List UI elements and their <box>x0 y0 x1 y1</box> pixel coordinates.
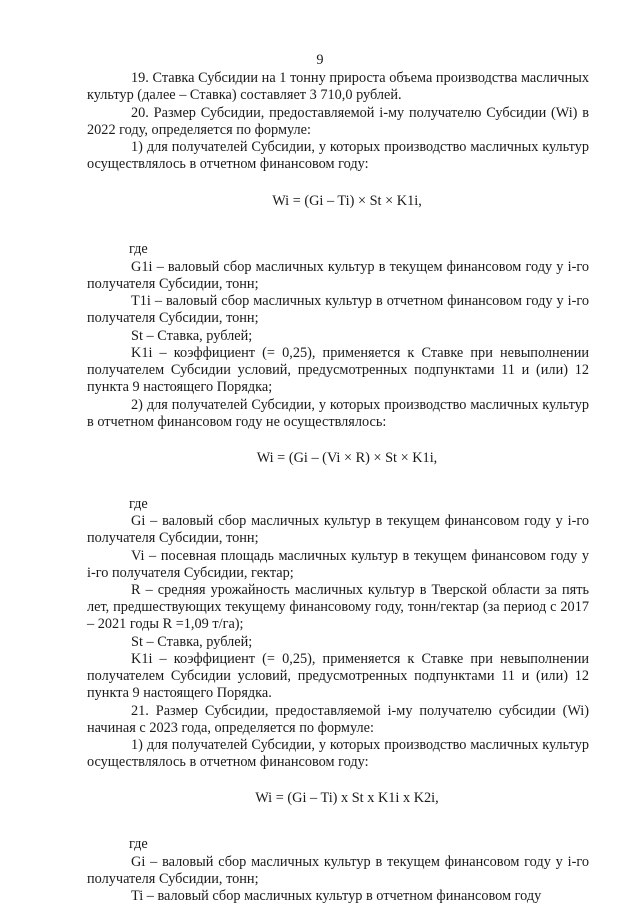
definition-vi: Vi – посевная площадь масличных культур в текущем финансовом году у i-го получателя Субсидии, гектар; <box>87 547 589 581</box>
where-label-2: где <box>129 495 148 512</box>
formula-2: Wi = (Gi – (Vi × R) × St × K1i, <box>256 449 438 466</box>
definition-g1i: G1i – валовый сбор масличных культур в текущем финансовом году у i-го получателя Субсидии, тонн; <box>87 258 589 292</box>
definition-gi: Gi – валовый сбор масличных культур в текущем финансовом году у i-го получателя Субсидии, тонн; <box>87 853 589 887</box>
definition-gi: Gi – валовый сбор масличных культур в текущем финансовом году у i-го получателя Субсидии, тонн; <box>87 513 589 546</box>
paragraph-21: 21. Размер Субсидии, предоставляемой i-му получателю субсидии (Wi) начиная с 2023 года, определяется по формуле: <box>87 702 589 736</box>
document-body <box>87 70 589 906</box>
formula-1: Wi = (Gi – Ti) × St × K1i, <box>272 193 422 209</box>
paragraph-21-1: 1) для получателей Субсидии, у которых производство масличных культур осуществлялось в отчетном финансовом году: <box>87 737 589 770</box>
where-label-1: где <box>129 241 148 257</box>
paragraph-20: 20. Размер Субсидии, предоставляемой i-му получателю Субсидии (Wi) в 2022 году, определяется по формуле: <box>87 104 589 138</box>
definition-st: St – Ставка, рублей; <box>131 327 253 344</box>
formula-3: Wi = (Gi – Ti) x St x K1i x K2i, <box>255 790 439 806</box>
paragraph-20-2: 2) для получателей Субсидии, у которых производство масличных культур в отчетном финансовом году не осуществлялось: <box>87 396 589 430</box>
definition-ti: Ti – валовый сбор масличных культур в отчетном финансовом году <box>131 888 542 904</box>
definition-k1i: K1i – коэффициент (= 0,25), применяется к Ставке при невыполнении получателем Субсидии условий, предусмотренных подпунктами 11 и (или) 12 пункта 9 настоящего Порядка; <box>87 345 589 395</box>
definition-t1i: T1i – валовый сбор масличных культур в отчетном финансовом году у i-го получателя Субсидии, тонн; <box>87 293 589 326</box>
definition-r: R – средняя урожайность масличных культур в Тверской области за пять лет, предшествующих текущему финансовому году, тонн/гектар (за период с 2017 – 2021 годы R =1,09 т/га); <box>87 582 589 632</box>
page-number: 9 <box>316 52 324 68</box>
definition-k1i: K1i – коэффициент (= 0,25), применяется к Ставке при невыполнении получателем Субсидии условий, предусмотренных подпунктами 11 и (или) 12 пункта 9 настоящего Порядка. <box>87 651 589 701</box>
definition-st: St – Ставка, рублей; <box>131 633 253 650</box>
where-label-3: где <box>129 836 148 852</box>
paragraph-19: 19. Ставка Субсидии на 1 тонну прироста объема производства масличных культур (далее – Ставка) составляет 3 710,0 рублей. <box>87 70 589 103</box>
paragraph-20-1: 1) для получателей Субсидии, у которых производство масличных культур осуществлялось в отчетном финансовом году: <box>87 139 589 172</box>
